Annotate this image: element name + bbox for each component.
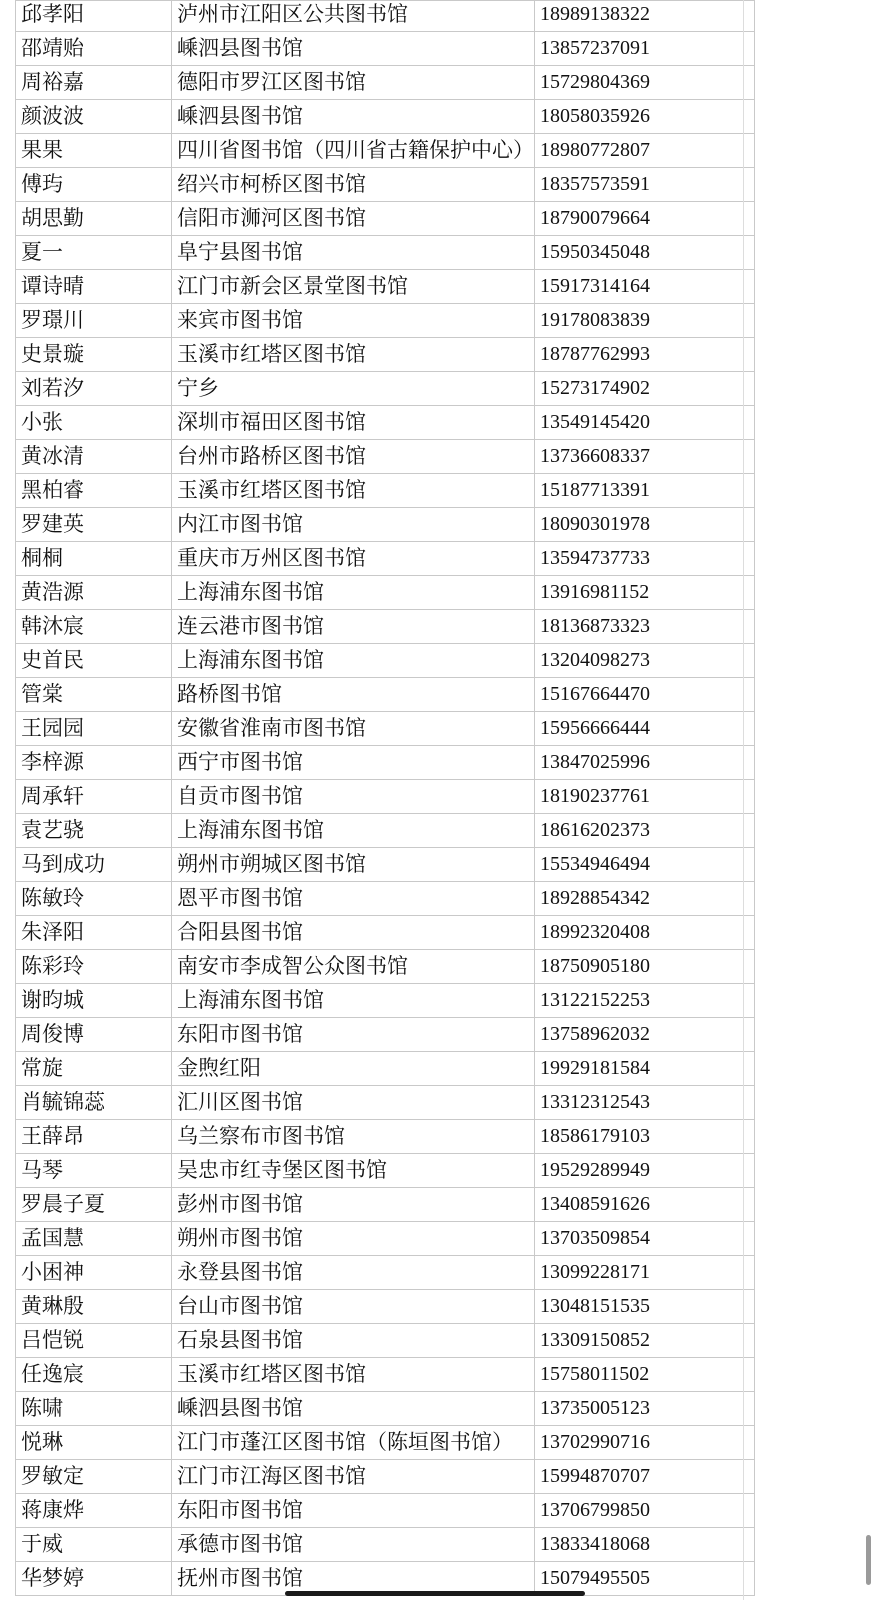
- library-text: 安徽省淮南市图书馆: [177, 716, 366, 740]
- library-cell: [172, 1154, 535, 1188]
- phone-cell: 13594737733: [535, 542, 755, 576]
- phone-cell: 13309150852: [535, 1324, 755, 1358]
- phone-cell: 19529289949: [535, 1154, 755, 1188]
- name-cell: 王园园: [16, 712, 172, 746]
- library-cell: [172, 644, 535, 678]
- name-cell: 罗建英: [16, 508, 172, 542]
- phone-cell: 15187713391: [535, 474, 755, 508]
- table-row: [16, 1120, 755, 1154]
- table-row: [16, 406, 755, 440]
- library-cell: [172, 1120, 535, 1154]
- library-cell: [172, 1460, 535, 1494]
- library-text: 路桥图书馆: [177, 682, 282, 706]
- table-row: [16, 1, 755, 32]
- table-row: [16, 780, 755, 814]
- library-text: 绍兴市柯桥区图书馆: [177, 172, 366, 196]
- table-row: [16, 1256, 755, 1290]
- phone-cell: 18058035926: [535, 100, 755, 134]
- library-cell: [172, 1256, 535, 1290]
- library-cell: [172, 916, 535, 950]
- library-text: 东阳市图书馆: [177, 1022, 303, 1046]
- name-cell: 邱孝阳: [16, 1, 172, 32]
- library-cell: [172, 1528, 535, 1562]
- library-cell: [172, 1494, 535, 1528]
- library-cell: [172, 1, 535, 32]
- library-cell: [172, 1324, 535, 1358]
- table-row: [16, 1494, 755, 1528]
- name-cell: 胡思勤: [16, 202, 172, 236]
- table-row: [16, 610, 755, 644]
- library-cell: [172, 984, 535, 1018]
- phone-cell: 15079495505: [535, 1562, 755, 1596]
- table-row: [16, 338, 755, 372]
- library-cell: [172, 32, 535, 66]
- library-text: 上海浦东图书馆: [177, 988, 324, 1012]
- table-row: [16, 236, 755, 270]
- library-text: 自贡市图书馆: [177, 784, 303, 808]
- table-row: [16, 1290, 755, 1324]
- library-cell: [172, 474, 535, 508]
- name-cell: 肖毓锦蕊: [16, 1086, 172, 1120]
- name-cell: 陈敏玲: [16, 882, 172, 916]
- phone-cell: 13857237091: [535, 32, 755, 66]
- name-cell: 蒋康烨: [16, 1494, 172, 1528]
- name-cell: 谭诗晴: [16, 270, 172, 304]
- phone-cell: 15273174902: [535, 372, 755, 406]
- table-row: [16, 1154, 755, 1188]
- name-cell: 吕恺锐: [16, 1324, 172, 1358]
- name-cell: 谢昀城: [16, 984, 172, 1018]
- library-text: 嵊泗县图书馆: [177, 36, 303, 60]
- name-cell: 黄冰清: [16, 440, 172, 474]
- phone-cell: 18357573591: [535, 168, 755, 202]
- phone-cell: 18616202373: [535, 814, 755, 848]
- table-row: [16, 1086, 755, 1120]
- library-text: 金煦红阳: [177, 1056, 261, 1080]
- phone-cell: 15758011502: [535, 1358, 755, 1392]
- library-cell: [172, 780, 535, 814]
- name-cell: 罗璟川: [16, 304, 172, 338]
- table-row: [16, 1392, 755, 1426]
- phone-cell: 13706799850: [535, 1494, 755, 1528]
- phone-cell: 18989138322: [535, 1, 755, 32]
- phone-cell: 13916981152: [535, 576, 755, 610]
- library-cell: [172, 610, 535, 644]
- library-cell: [172, 576, 535, 610]
- name-cell: 王薛昂: [16, 1120, 172, 1154]
- phone-cell: 19929181584: [535, 1052, 755, 1086]
- phone-cell: 18928854342: [535, 882, 755, 916]
- name-cell: 周承轩: [16, 780, 172, 814]
- phone-cell: 15167664470: [535, 678, 755, 712]
- table-row: [16, 440, 755, 474]
- library-cell: [172, 100, 535, 134]
- library-text: 上海浦东图书馆: [177, 648, 324, 672]
- table-row: [16, 100, 755, 134]
- library-cell: [172, 134, 535, 168]
- name-cell: 马琴: [16, 1154, 172, 1188]
- name-cell: 小困神: [16, 1256, 172, 1290]
- name-cell: 管棠: [16, 678, 172, 712]
- library-cell: [172, 508, 535, 542]
- name-cell: 果果: [16, 134, 172, 168]
- phone-cell: 15534946494: [535, 848, 755, 882]
- phone-cell: 15917314164: [535, 270, 755, 304]
- library-text: 南安市李成智公众图书馆: [177, 954, 408, 978]
- library-text: 宁乡: [177, 376, 219, 400]
- table-row: [16, 1460, 755, 1494]
- name-cell: 陈彩玲: [16, 950, 172, 984]
- library-text: 上海浦东图书馆: [177, 818, 324, 842]
- name-cell: 罗晨子夏: [16, 1188, 172, 1222]
- library-text: 乌兰察布市图书馆: [177, 1124, 345, 1148]
- phone-cell: 13847025996: [535, 746, 755, 780]
- name-cell: 于威: [16, 1528, 172, 1562]
- library-text: 玉溪市红塔区图书馆: [177, 1362, 366, 1386]
- library-text: 玉溪市红塔区图书馆: [177, 342, 366, 366]
- phone-cell: 13408591626: [535, 1188, 755, 1222]
- library-cell: [172, 848, 535, 882]
- name-cell: 朱泽阳: [16, 916, 172, 950]
- library-cell: [172, 1290, 535, 1324]
- name-cell: 罗敏定: [16, 1460, 172, 1494]
- name-cell: 周俊博: [16, 1018, 172, 1052]
- library-cell: [172, 814, 535, 848]
- library-text: 东阳市图书馆: [177, 1498, 303, 1522]
- library-cell: [172, 1018, 535, 1052]
- table-row: [16, 1188, 755, 1222]
- library-text: 江门市江海区图书馆: [177, 1464, 366, 1488]
- table-row: [16, 712, 755, 746]
- name-cell: 黄琳殷: [16, 1290, 172, 1324]
- table-row: [16, 644, 755, 678]
- name-cell: 刘若汐: [16, 372, 172, 406]
- phone-cell: 18980772807: [535, 134, 755, 168]
- library-text: 吴忠市红寺堡区图书馆: [177, 1158, 387, 1182]
- phone-cell: 18790079664: [535, 202, 755, 236]
- library-text: 内江市图书馆: [177, 512, 303, 536]
- table-row: [16, 678, 755, 712]
- library-text: 上海浦东图书馆: [177, 580, 324, 604]
- scrollbar-thumb[interactable]: [866, 1535, 871, 1585]
- name-cell: 小张: [16, 406, 172, 440]
- library-cell: [172, 1358, 535, 1392]
- table-row: [16, 474, 755, 508]
- table-row: [16, 304, 755, 338]
- phone-cell: 13735005123: [535, 1392, 755, 1426]
- library-text: 汇川区图书馆: [177, 1090, 303, 1114]
- table-row: [16, 32, 755, 66]
- library-text: 连云港市图书馆: [177, 614, 324, 638]
- library-text: 嵊泗县图书馆: [177, 1396, 303, 1420]
- name-cell: 颜波波: [16, 100, 172, 134]
- library-cell: [172, 712, 535, 746]
- name-cell: 马到成功: [16, 848, 172, 882]
- library-cell: [172, 66, 535, 100]
- name-cell: 陈啸: [16, 1392, 172, 1426]
- home-indicator-bar[interactable]: [285, 1591, 585, 1596]
- name-cell: 黑柏睿: [16, 474, 172, 508]
- library-cell: [172, 882, 535, 916]
- library-cell: [172, 950, 535, 984]
- phone-cell: 18586179103: [535, 1120, 755, 1154]
- library-cell: [172, 1188, 535, 1222]
- table-row: [16, 168, 755, 202]
- phone-cell: 18750905180: [535, 950, 755, 984]
- contact-table-body: [16, 1, 755, 1596]
- table-row: [16, 508, 755, 542]
- name-cell: 黄浩源: [16, 576, 172, 610]
- table-row: [16, 202, 755, 236]
- phone-cell: 19178083839: [535, 304, 755, 338]
- table-row: [16, 984, 755, 1018]
- library-text: 江门市蓬江区图书馆（陈垣图书馆）: [177, 1430, 513, 1454]
- library-text: 永登县图书馆: [177, 1260, 303, 1284]
- phone-cell: 15956666444: [535, 712, 755, 746]
- phone-cell: 13736608337: [535, 440, 755, 474]
- table-row: [16, 916, 755, 950]
- library-cell: [172, 678, 535, 712]
- phone-cell: 18190237761: [535, 780, 755, 814]
- library-text: 阜宁县图书馆: [177, 240, 303, 264]
- library-cell: [172, 406, 535, 440]
- name-cell: 悦琳: [16, 1426, 172, 1460]
- library-text: 石泉县图书馆: [177, 1328, 303, 1352]
- library-text: 台山市图书馆: [177, 1294, 303, 1318]
- table-row: [16, 66, 755, 100]
- library-text: 西宁市图书馆: [177, 750, 303, 774]
- phone-cell: 18992320408: [535, 916, 755, 950]
- phone-cell: 15729804369: [535, 66, 755, 100]
- library-cell: [172, 440, 535, 474]
- library-cell: [172, 202, 535, 236]
- table-row: [16, 1324, 755, 1358]
- phone-cell: 15994870707: [535, 1460, 755, 1494]
- library-text: 彭州市图书馆: [177, 1192, 303, 1216]
- library-text: 泸州市江阳区公共图书馆: [177, 2, 408, 26]
- table-row: [16, 576, 755, 610]
- library-text: 信阳市浉河区图书馆: [177, 206, 366, 230]
- library-cell: [172, 1426, 535, 1460]
- library-text: 深圳市福田区图书馆: [177, 410, 366, 434]
- phone-cell: 15950345048: [535, 236, 755, 270]
- library-text: 合阳县图书馆: [177, 920, 303, 944]
- library-cell: [172, 1392, 535, 1426]
- table-row: [16, 372, 755, 406]
- name-cell: 袁艺骁: [16, 814, 172, 848]
- library-text: 承德市图书馆: [177, 1532, 303, 1556]
- library-text: 抚州市图书馆: [177, 1566, 303, 1590]
- name-cell: 邵靖贻: [16, 32, 172, 66]
- name-cell: 任逸宸: [16, 1358, 172, 1392]
- library-text: 玉溪市红塔区图书馆: [177, 478, 366, 502]
- library-cell: [172, 1222, 535, 1256]
- library-text: 江门市新会区景堂图书馆: [177, 274, 408, 298]
- phone-cell: 13099228171: [535, 1256, 755, 1290]
- name-cell: 史首民: [16, 644, 172, 678]
- library-text: 嵊泗县图书馆: [177, 104, 303, 128]
- library-cell: [172, 304, 535, 338]
- right-border-line: [743, 0, 744, 1600]
- table-row: [16, 746, 755, 780]
- table-row: [16, 542, 755, 576]
- library-cell: [172, 1052, 535, 1086]
- name-cell: 常旋: [16, 1052, 172, 1086]
- name-cell: 周裕嘉: [16, 66, 172, 100]
- library-cell: [172, 168, 535, 202]
- table-row: [16, 1358, 755, 1392]
- table-row: [16, 1426, 755, 1460]
- library-text: 来宾市图书馆: [177, 308, 303, 332]
- name-cell: 傅玙: [16, 168, 172, 202]
- library-cell: [172, 372, 535, 406]
- library-text: 朔州市图书馆: [177, 1226, 303, 1250]
- phone-cell: 18787762993: [535, 338, 755, 372]
- table-row: [16, 814, 755, 848]
- library-text: 重庆市万州区图书馆: [177, 546, 366, 570]
- contact-table: [15, 0, 755, 1596]
- phone-cell: 13758962032: [535, 1018, 755, 1052]
- library-text: 台州市路桥区图书馆: [177, 444, 366, 468]
- table-row: [16, 1222, 755, 1256]
- name-cell: 夏一: [16, 236, 172, 270]
- name-cell: 孟国慧: [16, 1222, 172, 1256]
- library-text: 德阳市罗江区图书馆: [177, 70, 366, 94]
- phone-cell: 13703509854: [535, 1222, 755, 1256]
- table-row: [16, 1528, 755, 1562]
- library-cell: [172, 746, 535, 780]
- name-cell: 史景璇: [16, 338, 172, 372]
- phone-cell: 18090301978: [535, 508, 755, 542]
- phone-cell: 13702990716: [535, 1426, 755, 1460]
- name-cell: 桐桐: [16, 542, 172, 576]
- name-cell: 李梓源: [16, 746, 172, 780]
- table-row: [16, 950, 755, 984]
- phone-cell: 13122152253: [535, 984, 755, 1018]
- name-cell: 华梦婷: [16, 1562, 172, 1596]
- phone-cell: 18136873323: [535, 610, 755, 644]
- phone-cell: 13312312543: [535, 1086, 755, 1120]
- table-row: [16, 1018, 755, 1052]
- table-row: [16, 882, 755, 916]
- phone-cell: 13549145420: [535, 406, 755, 440]
- phone-cell: 13833418068: [535, 1528, 755, 1562]
- library-cell: [172, 270, 535, 304]
- library-text: 四川省图书馆（四川省古籍保护中心）: [177, 138, 534, 162]
- library-cell: [172, 338, 535, 372]
- library-cell: [172, 542, 535, 576]
- table-row: [16, 1052, 755, 1086]
- table-row: [16, 134, 755, 168]
- library-cell: [172, 1086, 535, 1120]
- table-row: [16, 270, 755, 304]
- phone-cell: 13204098273: [535, 644, 755, 678]
- table-row: [16, 848, 755, 882]
- library-text: 朔州市朔城区图书馆: [177, 852, 366, 876]
- library-text: 恩平市图书馆: [177, 886, 303, 910]
- library-cell: [172, 236, 535, 270]
- phone-cell: 13048151535: [535, 1290, 755, 1324]
- name-cell: 韩沐宸: [16, 610, 172, 644]
